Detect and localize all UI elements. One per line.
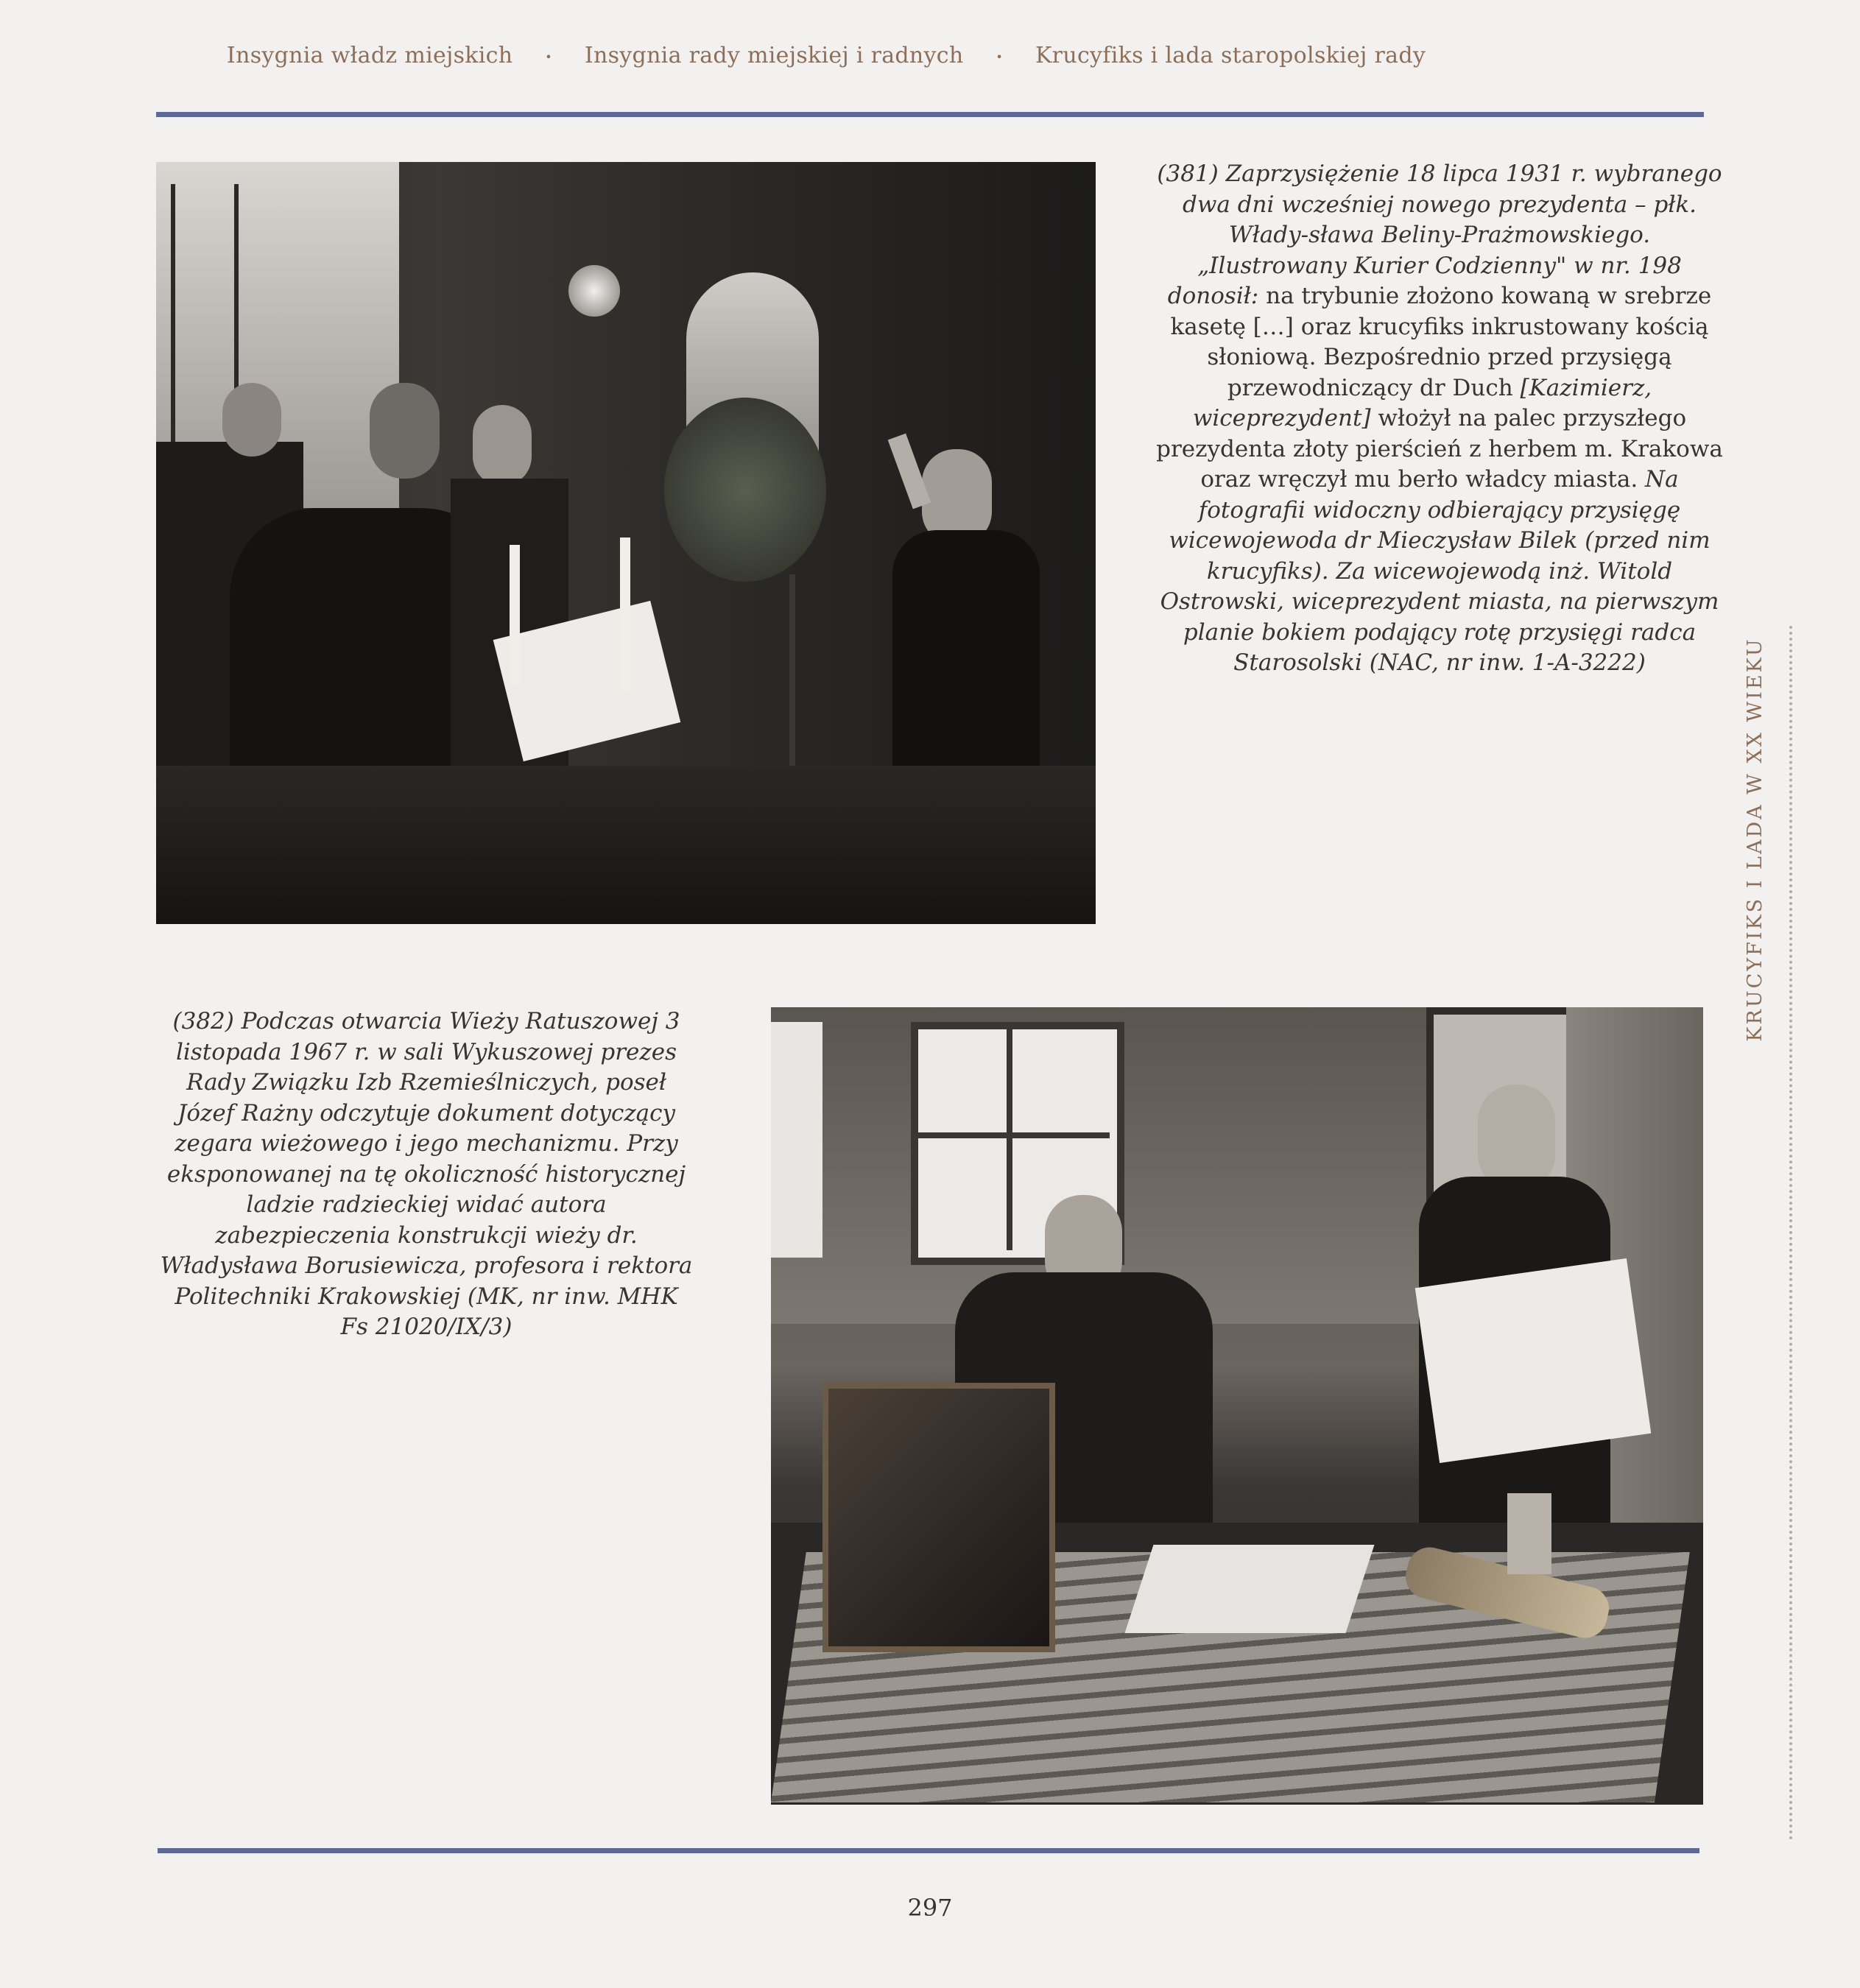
photo-town-hall-tower-opening [771, 1007, 1703, 1805]
side-section-label: KRUCYFIKS I LADA W XX WIEKU [1744, 637, 1766, 1042]
page-number: 297 [907, 1894, 953, 1922]
breadcrumb-2: Insygnia rady miejskiej i radnych [584, 43, 964, 68]
separator-dot: • [996, 49, 1004, 64]
caption-text: [Kazimierz, wiceprezydent] [1192, 374, 1652, 431]
bottom-rule [158, 1848, 1699, 1853]
caption-text: (381) Zaprzysiężenie 18 lipca 1931 r. wybranego dwa dni wcześniej nowego prezydenta – płk. Włady-sława Beliny-Prażmowskiego. „Ilustrowany Kurier Codzienny" w nr. 198 donosił: [1157, 161, 1722, 309]
caption-text: Na fotografii widoczny odbierający przysięgę wicewojewoda dr Mieczysław Bilek (przed nim krucyfiks). Za wicewojewodą inż. Witold Ostrowski, wiceprezydent miasta, na pierwszym planie bokiem podający rotę przysięgi radca Starosolski (NAC, nr inw. 1-A-3222) [1160, 466, 1719, 676]
dotted-divider [1789, 626, 1792, 1841]
photo-caption-382: (382) Podczas otwarcia Wieży Ratuszowej 3 listopada 1967 r. w sali Wykuszowej prezes Rady Związku Izb Rzemieślniczych, poseł Józef Rażny odczytuje dokument dotyczący zegara wieżowego i jego mechanizmu. Przy eksponowanej na tę okoliczność historycznej ladzie radzieckiej widać autora zabezpieczenia konstrukcji wieży dr. Władysława Borusiewicza, profesora i rektora Politechniki Krakowskiej (MK, nr inw. MHK Fs 21020/IX/3) [160, 1008, 693, 1340]
photo-caption-381 [1156, 159, 1723, 679]
breadcrumb-3: Krucyfiks i lada staropolskiej rady [1035, 43, 1426, 68]
breadcrumb-1: Insygnia władz miejskich [226, 43, 513, 68]
caption-quote: włożył na palec przyszłego prezydenta złoty pierścień z herbem m. Krakowa oraz wręczył mu berło władcy miasta. [1156, 405, 1723, 493]
caption-quote: na trybunie złożono kowaną w srebrze kasetę […] oraz krucyfiks inkrustowany kością słoniową. Bezpośrednio przed przysięgą przewodniczący dr Duch [1170, 283, 1712, 401]
top-rule [156, 112, 1704, 117]
running-head [156, 43, 1496, 68]
photo-oath-ceremony [156, 162, 1096, 924]
separator-dot: • [545, 49, 552, 64]
